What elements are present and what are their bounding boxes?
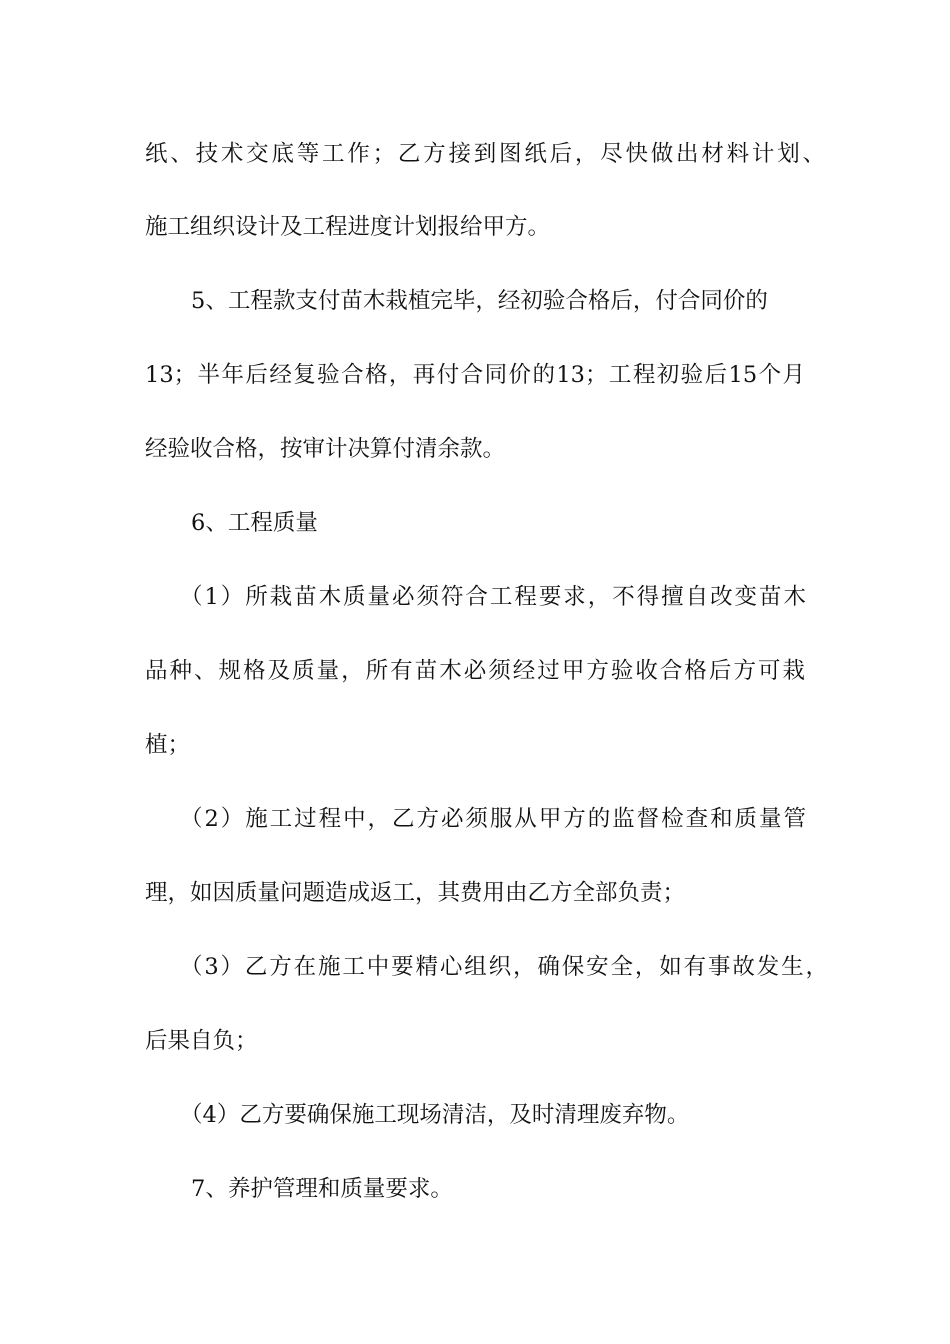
paragraph-line: 经验收合格，按审计决算付清余款。 <box>145 436 506 462</box>
paragraph-line: 13；半年后经复验合格，再付合同价的13；工程初验后15个月 <box>145 362 805 388</box>
paragraph-line: 施工组织设计及工程进度计划报给甲方。 <box>145 214 551 240</box>
paragraph-line: 纸、技术交底等工作；乙方接到图纸后，尽快做出材料计划、 <box>145 141 825 167</box>
paragraph-line: 后果自负； <box>145 1028 258 1054</box>
paragraph-line: （4）乙方要确保施工现场清洁，及时清理废弃物。 <box>180 1102 690 1128</box>
section-heading: 6、工程质量 <box>191 510 318 536</box>
paragraph-line: （2）施工过程中，乙方必须服从甲方的监督检查和质量管 <box>180 806 806 832</box>
paragraph-line: 品种、规格及质量，所有苗木必须经过甲方验收合格后方可栽 <box>145 658 805 684</box>
section-heading: 7、养护管理和质量要求。 <box>191 1176 453 1202</box>
paragraph-line: 植； <box>145 732 191 758</box>
paragraph-line: （3）乙方在施工中要精心组织，确保安全，如有事故发生， <box>180 954 828 980</box>
paragraph-line: （1）所栽苗木质量必须符合工程要求，不得擅自改变苗木 <box>180 584 806 610</box>
paragraph-line: 5、工程款支付苗木栽植完毕，经初验合格后，付合同价的 <box>191 288 768 314</box>
paragraph-line: 理，如因质量问题造成返工，其费用由乙方全部负责； <box>145 880 686 906</box>
